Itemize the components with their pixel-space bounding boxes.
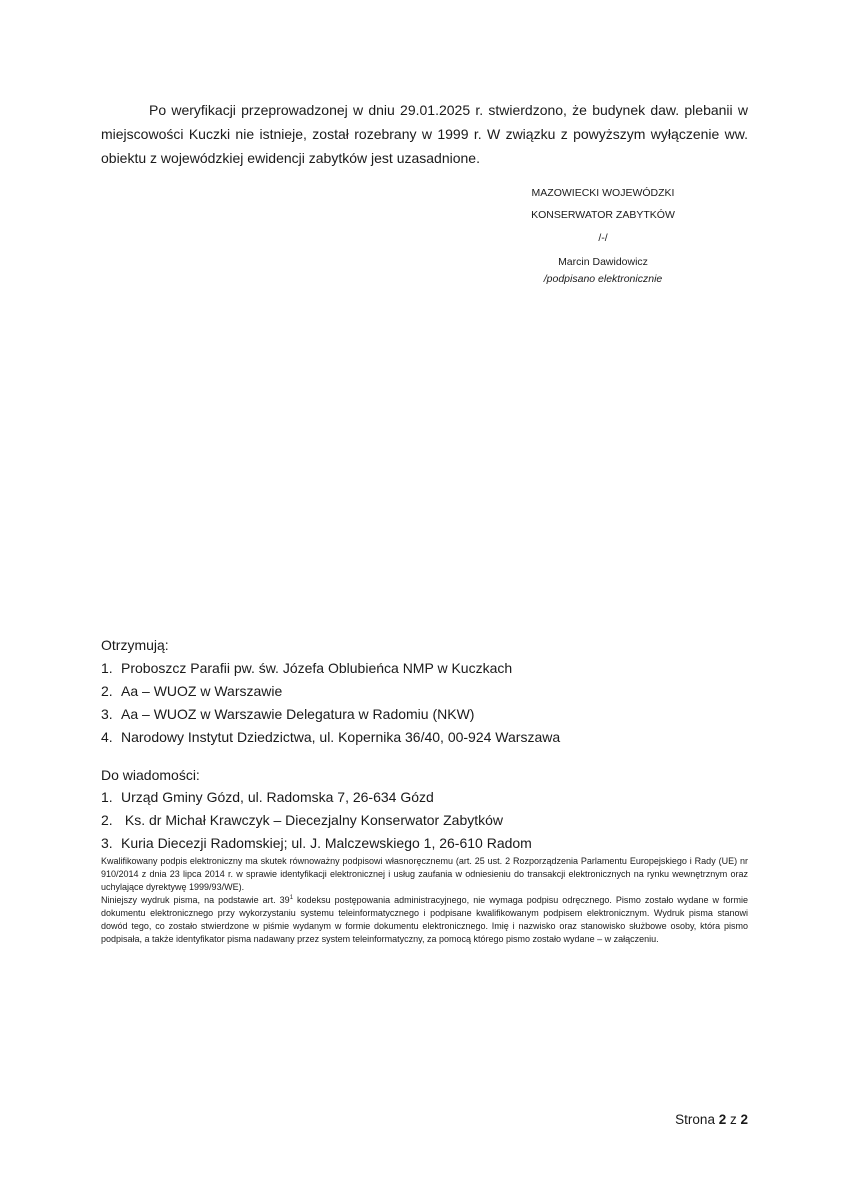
list-item-text: Narodowy Instytut Dziedzictwa, ul. Kopernika 36/40, 00-924 Warszawa: [121, 729, 561, 745]
list-item-number: 4.: [101, 729, 113, 745]
body-paragraph: Po weryfikacji przeprowadzonej w dniu 29.01.2025 r. stwierdzono, że budynek daw. plebanii w miejscowości Kuczki nie istnieje, został rozebrany w 1999 r. W związku z powyższym wyłączenie ww. obiektu z wojewódzkiej ewidencji zabytków jest uzasadnione.: [101, 102, 748, 166]
signature-note: /podpisano elektronicznie: [543, 273, 663, 285]
signature-org-line2: KONSERWATOR ZABYTKÓW: [531, 209, 675, 221]
for-information-list: [101, 786, 532, 855]
list-item: [101, 832, 532, 855]
page-number: [600, 1112, 748, 1127]
legal-text-part: kodeksu postępowania administracyjnego, nie wymaga podpisu odręcznego. Pismo zostało wydane w formie dokumentu elektronicznego przy wykorzystaniu systemu teleinformatycznego i podpisane kwalifikowanym podpisem elektronicznym. Wydruk pisma stanowi dowód tego, co zostało stwierdzone w piśmie wydanym w formie dokumentu elektronicznego. Imię i nazwisko oraz stanowisko służbowe osoby, która pismo podpisała, a także identyfikator pisma nadawany przez system teleinformatyczny, za pomocą którego pismo zostało wydane – w załączeniu.: [101, 895, 748, 944]
list-item-number: 3.: [101, 835, 113, 851]
list-item: [101, 657, 560, 680]
recipients-title: Otrzymują:: [101, 637, 169, 653]
recipients-list: [101, 657, 560, 749]
page-number-separator: z: [726, 1112, 741, 1127]
list-item-text: Kuria Diecezji Radomskiej; ul. J. Malczewskiego 1, 26-610 Radom: [121, 835, 532, 851]
list-item: [101, 703, 560, 726]
legal-notice-signature: Kwalifikowany podpis elektroniczny ma skutek równoważny podpisowi własnoręcznemu (art. 25 ust. 2 Rozporządzenia Parlamentu Europejskiego i Rady (UE) nr 910/2014 z dnia 23 lipca 2014 r. w sprawie identyfikacji elektronicznej i usług zaufania w odniesieniu do transakcji elektronicznych na rynku wewnętrznym oraz uchylające dyrektywę 1999/93/WE).: [101, 856, 748, 892]
list-item: [101, 809, 532, 832]
page-number-current: 2: [718, 1112, 727, 1127]
list-item-text: Urząd Gminy Gózd, ul. Radomska 7, 26-634 Gózd: [121, 789, 434, 805]
list-item-text: Proboszcz Parafii pw. św. Józefa Oblubieńca NMP w Kuczkach: [121, 660, 513, 676]
list-item: [101, 786, 532, 809]
list-item-text: Aa – WUOZ w Warszawie: [121, 683, 283, 699]
signature-org-line1: MAZOWIECKI WOJEWÓDZKI: [531, 187, 675, 199]
list-item-number: 3.: [101, 706, 113, 722]
legal-superscript: 1: [289, 895, 294, 901]
list-item-text: Ks. dr Michał Krawczyk – Diecezjalny Konserwator Zabytków: [121, 812, 504, 828]
signature-mark: /-/: [598, 232, 608, 244]
list-item-number: 2.: [101, 683, 113, 699]
signature-name: Marcin Dawidowicz: [558, 256, 648, 268]
list-item: [101, 680, 560, 703]
for-information-title: Do wiadomości:: [101, 767, 200, 783]
legal-notice-printout: [101, 894, 748, 946]
list-item-number: 1.: [101, 789, 113, 805]
list-item-number: 1.: [101, 660, 113, 676]
page-number-total: 2: [740, 1112, 748, 1127]
legal-notice: [101, 855, 748, 946]
page-number-prefix: Strona: [675, 1112, 719, 1127]
list-item-text: Aa – WUOZ w Warszawie Delegatura w Radomiu (NKW): [121, 706, 475, 722]
list-item-number: 2.: [101, 812, 113, 828]
list-item: [101, 726, 560, 749]
legal-text-part: Niniejszy wydruk pisma, na podstawie art. 39: [101, 895, 290, 905]
